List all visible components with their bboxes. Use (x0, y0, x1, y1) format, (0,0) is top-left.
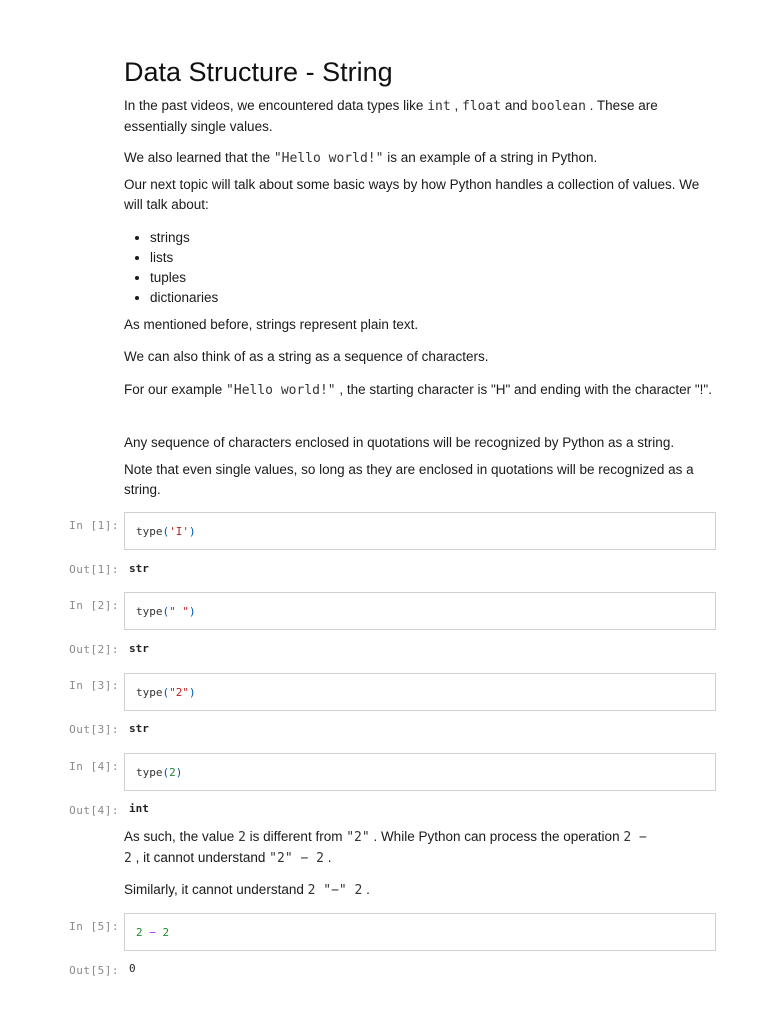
cell-output: str (129, 642, 149, 655)
output-prompt: Out[2]: (69, 643, 119, 656)
cell-code: 2 − 2 (136, 926, 170, 939)
inline-code-hello-world-2: "Hello world!" (226, 383, 336, 398)
input-prompt: In [4]: (69, 760, 119, 773)
cell-output: int (129, 802, 149, 815)
code-cell[interactable] (124, 913, 716, 951)
as-such-paragraph: As such, the value 2 is different from "2" . While Python can process the operation 2 − 2 , it cannot understand "2" − 2 . (124, 829, 647, 866)
inline-code: 2 (238, 830, 246, 845)
cell-code: type(" ") (136, 605, 196, 618)
cell-output: 0 (129, 962, 136, 975)
sequence-paragraph: We can also think of as a string as a sequence of characters. (124, 349, 489, 364)
page-title: Data Structure - String (124, 57, 393, 87)
inline-code-boolean: boolean (531, 99, 586, 114)
input-prompt: In [1]: (69, 519, 119, 532)
single-values-paragraph: Note that even single values, so long as they are enclosed in quotations will be recognized as a string. (124, 462, 694, 497)
list-item: • strings (150, 228, 714, 248)
input-prompt: In [5]: (69, 920, 119, 933)
list-item: • tuples (150, 268, 714, 288)
cell-code: type('I') (136, 525, 196, 538)
cell-code: type("2") (136, 686, 196, 699)
output-prompt: Out[1]: (69, 563, 119, 576)
hello-world-paragraph: We also learned that the "Hello world!" is an example of a string in Python. (124, 150, 598, 166)
inline-code-hello-world: "Hello world!" (273, 151, 384, 166)
input-prompt: In [2]: (69, 599, 119, 612)
output-prompt: Out[4]: (69, 804, 119, 817)
inline-code: 2 − (623, 830, 647, 845)
example-paragraph: For our example "Hello world!" , the starting character is "H" and ending with the character "!". (124, 382, 712, 398)
cell-output: str (129, 722, 149, 735)
similarly-paragraph: Similarly, it cannot understand 2 "−" 2 . (124, 882, 370, 898)
code-cell[interactable] (124, 592, 716, 630)
code-cell[interactable] (124, 512, 716, 550)
code-cell[interactable] (124, 753, 716, 791)
list-item: • dictionaries (150, 288, 714, 308)
plain-text-paragraph: As mentioned before, strings represent plain text. (124, 317, 419, 332)
inline-code: 2 (124, 851, 132, 866)
input-prompt: In [3]: (69, 679, 119, 692)
code-cell[interactable] (124, 673, 716, 711)
list-item: • lists (150, 248, 714, 268)
next-topic-paragraph: Our next topic will talk about some basic ways by how Python handles a collection of values. We will talk about: (124, 177, 700, 212)
intro-text: In the past videos, we encountered data types like (124, 98, 428, 113)
cell-output: str (129, 562, 149, 575)
topics-list (124, 228, 714, 308)
inline-code-int: int (427, 99, 451, 114)
inline-code-float: float (461, 99, 502, 114)
inline-code: 2 "−" 2 (307, 883, 363, 898)
output-prompt: Out[3]: (69, 723, 119, 736)
inline-code: "2" − 2 (269, 851, 324, 866)
output-prompt: Out[5]: (69, 964, 119, 977)
cell-code: type(2) (136, 766, 183, 779)
intro-paragraph: In the past videos, we encountered data types like int , float and boolean . These are essentially single values. (124, 98, 658, 134)
quotations-paragraph: Any sequence of characters enclosed in quotations will be recognized by Python as a string. (124, 435, 675, 450)
inline-code: "2" (346, 830, 370, 845)
